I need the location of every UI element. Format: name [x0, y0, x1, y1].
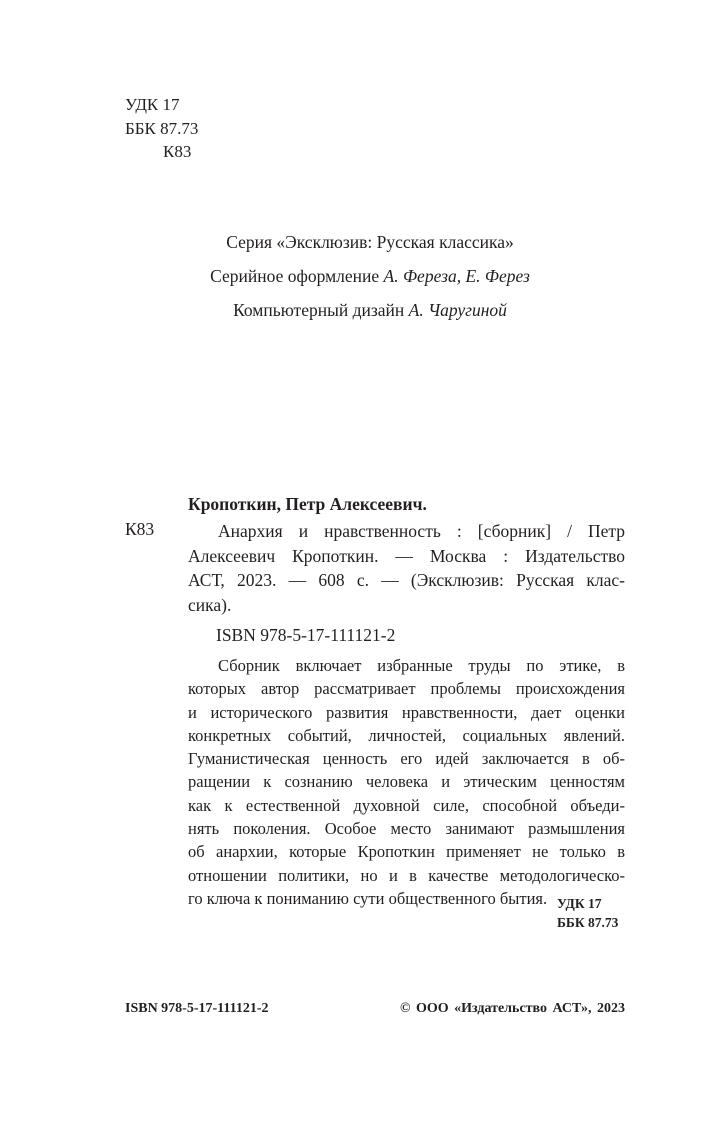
- biblio-line: сика).: [188, 594, 232, 615]
- catalog-isbn: ISBN 978-5-17-111121-2: [216, 625, 396, 645]
- computer-design-line: [0, 300, 709, 321]
- computer-design-label: Компьютерный дизайн: [233, 300, 409, 320]
- abstract-line: Сборник включает избранные труды по этике, в: [218, 656, 625, 675]
- abstract-line: Гуманистическая ценность его идей заключается в об-: [188, 749, 625, 769]
- biblio-line: АСТ, 2023. — 608 с. — (Эксклюзив: Русская клас-: [188, 570, 625, 591]
- biblio-line: Алексеевич Кропоткин. — Москва : Издательство: [188, 545, 625, 566]
- abstract: [188, 654, 625, 910]
- catalog-author-mark: К83: [125, 519, 155, 539]
- abstract-line: об анархии, которые Кропоткин применяет не только в: [188, 842, 625, 862]
- bbk-code: ББК 87.73: [125, 118, 199, 138]
- top-classification-codes: [125, 93, 198, 164]
- author-mark: К83: [163, 142, 192, 161]
- abstract-line: го ключа к пониманию сути общественного бытия.: [188, 888, 548, 908]
- series-design-line: [0, 266, 709, 287]
- abstract-line: отношении политики, но и в качестве методологическо-: [188, 865, 625, 885]
- abstract-line: которых автор рассматривает проблемы происхождения: [188, 679, 625, 699]
- computer-design-name: А. Чаругиной: [408, 300, 507, 320]
- footer-isbn: ISBN 978-5-17-111121-2: [125, 1001, 269, 1016]
- series-design-label: Серийное оформление: [210, 266, 384, 286]
- abstract-line: и исторического развития нравственности, дает оценки: [188, 702, 625, 722]
- catalog-bbk: ББК 87.73: [557, 915, 619, 930]
- catalog-udk: УДК 17: [557, 896, 602, 911]
- footer-copyright: © ООО «Издательство АСТ», 2023: [399, 1001, 625, 1016]
- abstract-line: нять поколения. Особое место занимают размышления: [188, 819, 625, 839]
- series-title: Серия «Эксклюзив: Русская классика»: [226, 232, 514, 252]
- catalog-classification-codes: [557, 894, 618, 932]
- series-line: [0, 232, 709, 253]
- udk-code: УДК 17: [125, 95, 180, 114]
- catalog-author: Кропоткин, Петр Алексеевич.: [188, 494, 427, 514]
- series-design-names: А. Фереза, Е. Ферез: [383, 266, 530, 286]
- abstract-line: ращении к сознанию человека и этическим ценностям: [188, 772, 625, 792]
- bibliographic-description: [188, 519, 625, 617]
- abstract-line: как к естественной духовной силе, способной объеди-: [188, 795, 625, 815]
- biblio-line: Анархия и нравственность : [сборник] / Петр: [218, 521, 625, 541]
- abstract-line: конкретных событий, личностей, социальных явлений.: [188, 725, 625, 745]
